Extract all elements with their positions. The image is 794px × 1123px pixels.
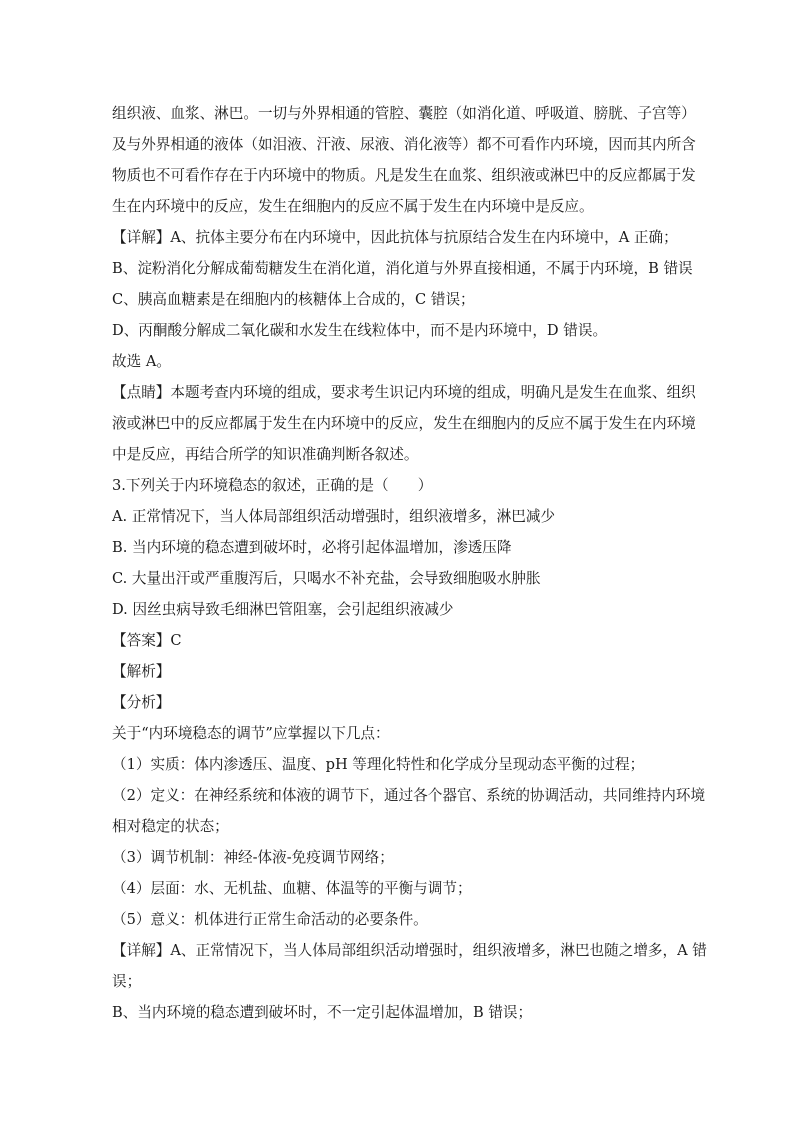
text-line: 液或淋巴中的反应都属于发生在内环境中的反应，发生在细胞内的反应不属于发生在内环境	[112, 415, 696, 432]
text-line: 及与外界相通的液体（如泪液、汗液、尿液、消化液等）都不可看作内环境，因而其内所含	[112, 136, 696, 153]
text-line: D、丙酮酸分解成二氧化碳和水发生在线粒体中，而不是内环境中，D 错误。	[112, 322, 608, 339]
text-line: 误；	[112, 973, 142, 990]
list-item: （1）实质：体内渗透压、温度、pH 等理化特性和化学成分呈现动态平衡的过程；	[112, 756, 645, 773]
text-line: 关于“内环境稳态的调节”应掌握以下几点：	[112, 725, 390, 742]
list-item: （3）调节机制：神经-体液-免疫调节网络；	[112, 849, 394, 866]
analysis-heading: 【分析】	[112, 694, 171, 711]
text-line: 物质也不可看作存在于内环境中的物质。凡是发生在血浆、组织液或淋巴中的反应都属于发	[112, 167, 696, 184]
text-line: 相对稳定的状态；	[112, 818, 229, 835]
detail-heading-line: 【详解】A、抗体主要分布在内环境中，因此抗体与抗原结合发生在内环境中，A 正确；	[112, 229, 678, 246]
commentary-heading-line: 【点睛】本题考查内环境的组成，要求考生识记内环境的组成，明确凡是发生在血浆、组织	[112, 384, 696, 401]
answer-line: 【答案】C	[112, 632, 182, 649]
option-d: D. 因丝虫病导致毛细淋巴管阻塞，会引起组织液减少	[112, 601, 454, 618]
list-item: （2）定义：在神经系统和体液的调节下，通过各个器官、系统的协调活动，共同维持内环境	[112, 787, 706, 804]
option-a: A. 正常情况下，当人体局部组织活动增强时，组织液增多，淋巴减少	[112, 508, 556, 525]
text-line: B、淀粉消化分解成葡萄糖发生在消化道，消化道与外界直接相通，不属于内环境，B 错误	[112, 260, 693, 277]
text-line: B、当内环境的稳态遭到破坏时，不一定引起体温增加，B 错误；	[112, 1004, 533, 1021]
text-line: C、胰高血糖素是在细胞内的核糖体上合成的，C 错误；	[112, 291, 475, 308]
question-stem: 3.下列关于内环境稳态的叙述，正确的是（ ）	[112, 477, 433, 494]
list-item: （4）层面：水、无机盐、血糖、体温等的平衡与调节；	[112, 880, 472, 897]
option-c: C. 大量出汗或严重腹泻后，只喝水不补充盐，会导致细胞吸水肿胀	[112, 570, 541, 587]
detail-heading-line: 【详解】A、正常情况下，当人体局部组织活动增强时，组织液增多，淋巴也随之增多，A 错	[112, 942, 707, 959]
list-item: （5）意义：机体进行正常生命活动的必要条件。	[112, 911, 428, 928]
text-line: 生在内环境中的反应，发生在细胞内的反应不属于发生在内环境中是反应。	[112, 198, 594, 215]
page-content	[112, 98, 707, 1028]
text-line: 故选 A。	[112, 353, 171, 370]
text-line: 组织液、血浆、淋巴。一切与外界相通的管腔、囊腔（如消化道、呼吸道、膀胱、子宫等）	[112, 105, 696, 122]
text-line: 中是反应，再结合所学的知识准确判断各叙述。	[112, 446, 419, 463]
explanation-heading: 【解析】	[112, 663, 171, 680]
option-b: B. 当内环境的稳态遭到破坏时，必将引起体温增加，渗透压降	[112, 539, 512, 556]
